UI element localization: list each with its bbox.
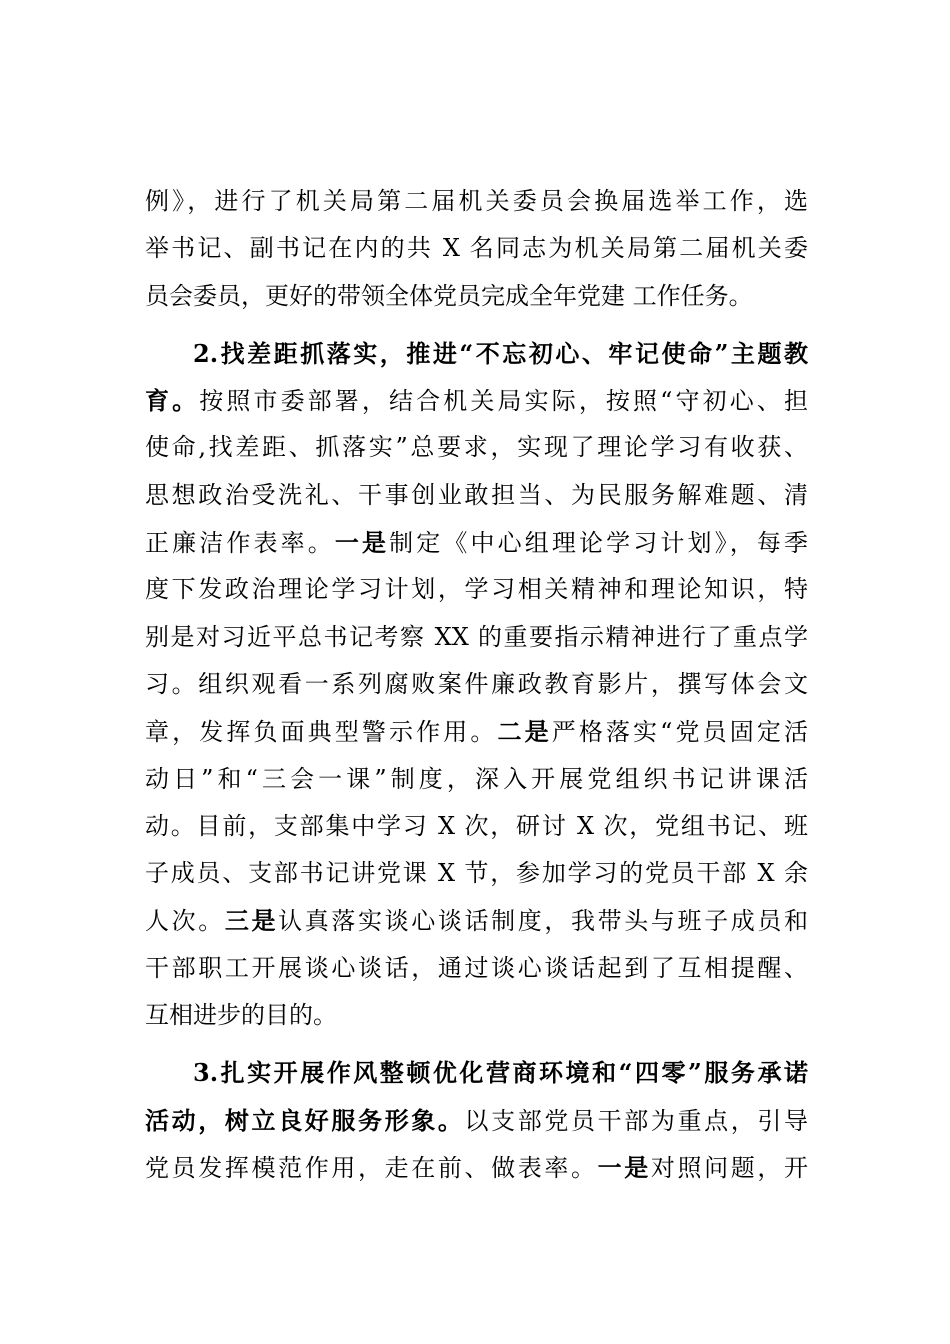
paragraph-line: 举书记、副书记在内的共 X 名同志为机关局第二届机关委 <box>145 234 808 263</box>
bold-heading-text: 活动，树立良好服务形象。 <box>145 1105 465 1135</box>
paragraph-line <box>145 377 808 424</box>
paragraph-1 <box>145 178 808 320</box>
bold-marker: 二是 <box>497 717 552 747</box>
paragraph-line <box>145 897 808 944</box>
paragraph-line: 员会委员，更好的带领全体党员完成全年党建 工作任务。 <box>145 281 753 310</box>
bold-marker: 一是 <box>334 528 390 558</box>
paragraph-line: 使命,找差距、抓落实”总要求，实现了理论学习有收获、 <box>145 433 808 462</box>
paragraph-line: 思想政治受洗礼、干事创业敢担当、为民服务解难题、清 <box>145 480 808 509</box>
paragraph-line: 度下发政治理论学习计划，学习相关精神和理论知识，特 <box>145 575 808 604</box>
body-text: 按照市委部署，结合机关局实际，按照“守初心、担 <box>199 387 808 416</box>
body-text: 认真落实谈心谈话制度，我带头与班子成员和 <box>278 907 808 936</box>
bold-heading-text: 育。 <box>145 386 200 416</box>
body-text: 以支部党员干部为重点，引导 <box>464 1106 808 1135</box>
body-text: 对照问题，开 <box>650 1153 808 1182</box>
paragraph-line: 干部职工开展谈心谈话，通过谈心谈话起到了互相提醒、 <box>145 953 808 982</box>
paragraph-2 <box>145 330 808 1039</box>
paragraph-3 <box>145 1049 808 1191</box>
paragraph-line: 例》，进行了机关局第二届机关委员会换届选举工作，选 <box>145 187 808 215</box>
paragraph-heading-line: 3.扎实开展作风整顿优化营商环境和“四零”服务承诺 <box>193 1058 808 1088</box>
paragraph-line <box>145 519 808 566</box>
body-text: 章，发挥负面典型警示作用。 <box>145 718 498 747</box>
body-text: 严格落实“党员固定活 <box>551 718 809 747</box>
body-text: 人次。 <box>145 907 225 936</box>
body-text: 正廉洁作表率。 <box>145 529 335 558</box>
paragraph-line <box>145 1144 808 1191</box>
paragraph-line: 动日”和“三会一课”制度，深入开展党组织书记讲课活 <box>145 764 808 793</box>
paragraph-heading-line: 2.找差距抓落实，推进“不忘初心、牢记使命”主题教 <box>193 338 808 368</box>
paragraph-line <box>145 708 808 755</box>
bold-marker: 三是 <box>224 906 279 936</box>
paragraph-line: 动。目前，支部集中学习 X 次，研讨 X 次，党组书记、班 <box>145 811 808 840</box>
paragraph-line: 别是对习近平总书记考察 XX 的重要指示精神进行了重点学 <box>145 622 808 651</box>
body-text: 党员发挥模范作用，走在前、做表率。 <box>145 1153 598 1182</box>
paragraph-line: 互相进步的目的。 <box>145 1001 337 1030</box>
body-text: 制定《中心组理论学习计划》，每季 <box>389 529 808 558</box>
bold-marker: 一是 <box>597 1152 651 1182</box>
paragraph-line: 习。组织观看一系列腐败案件廉政教育影片，撰写体会文 <box>145 669 808 698</box>
paragraph-line <box>145 1097 808 1144</box>
paragraph-line: 子成员、支部书记讲党课 X 节，参加学习的党员干部 X 余 <box>145 859 808 888</box>
